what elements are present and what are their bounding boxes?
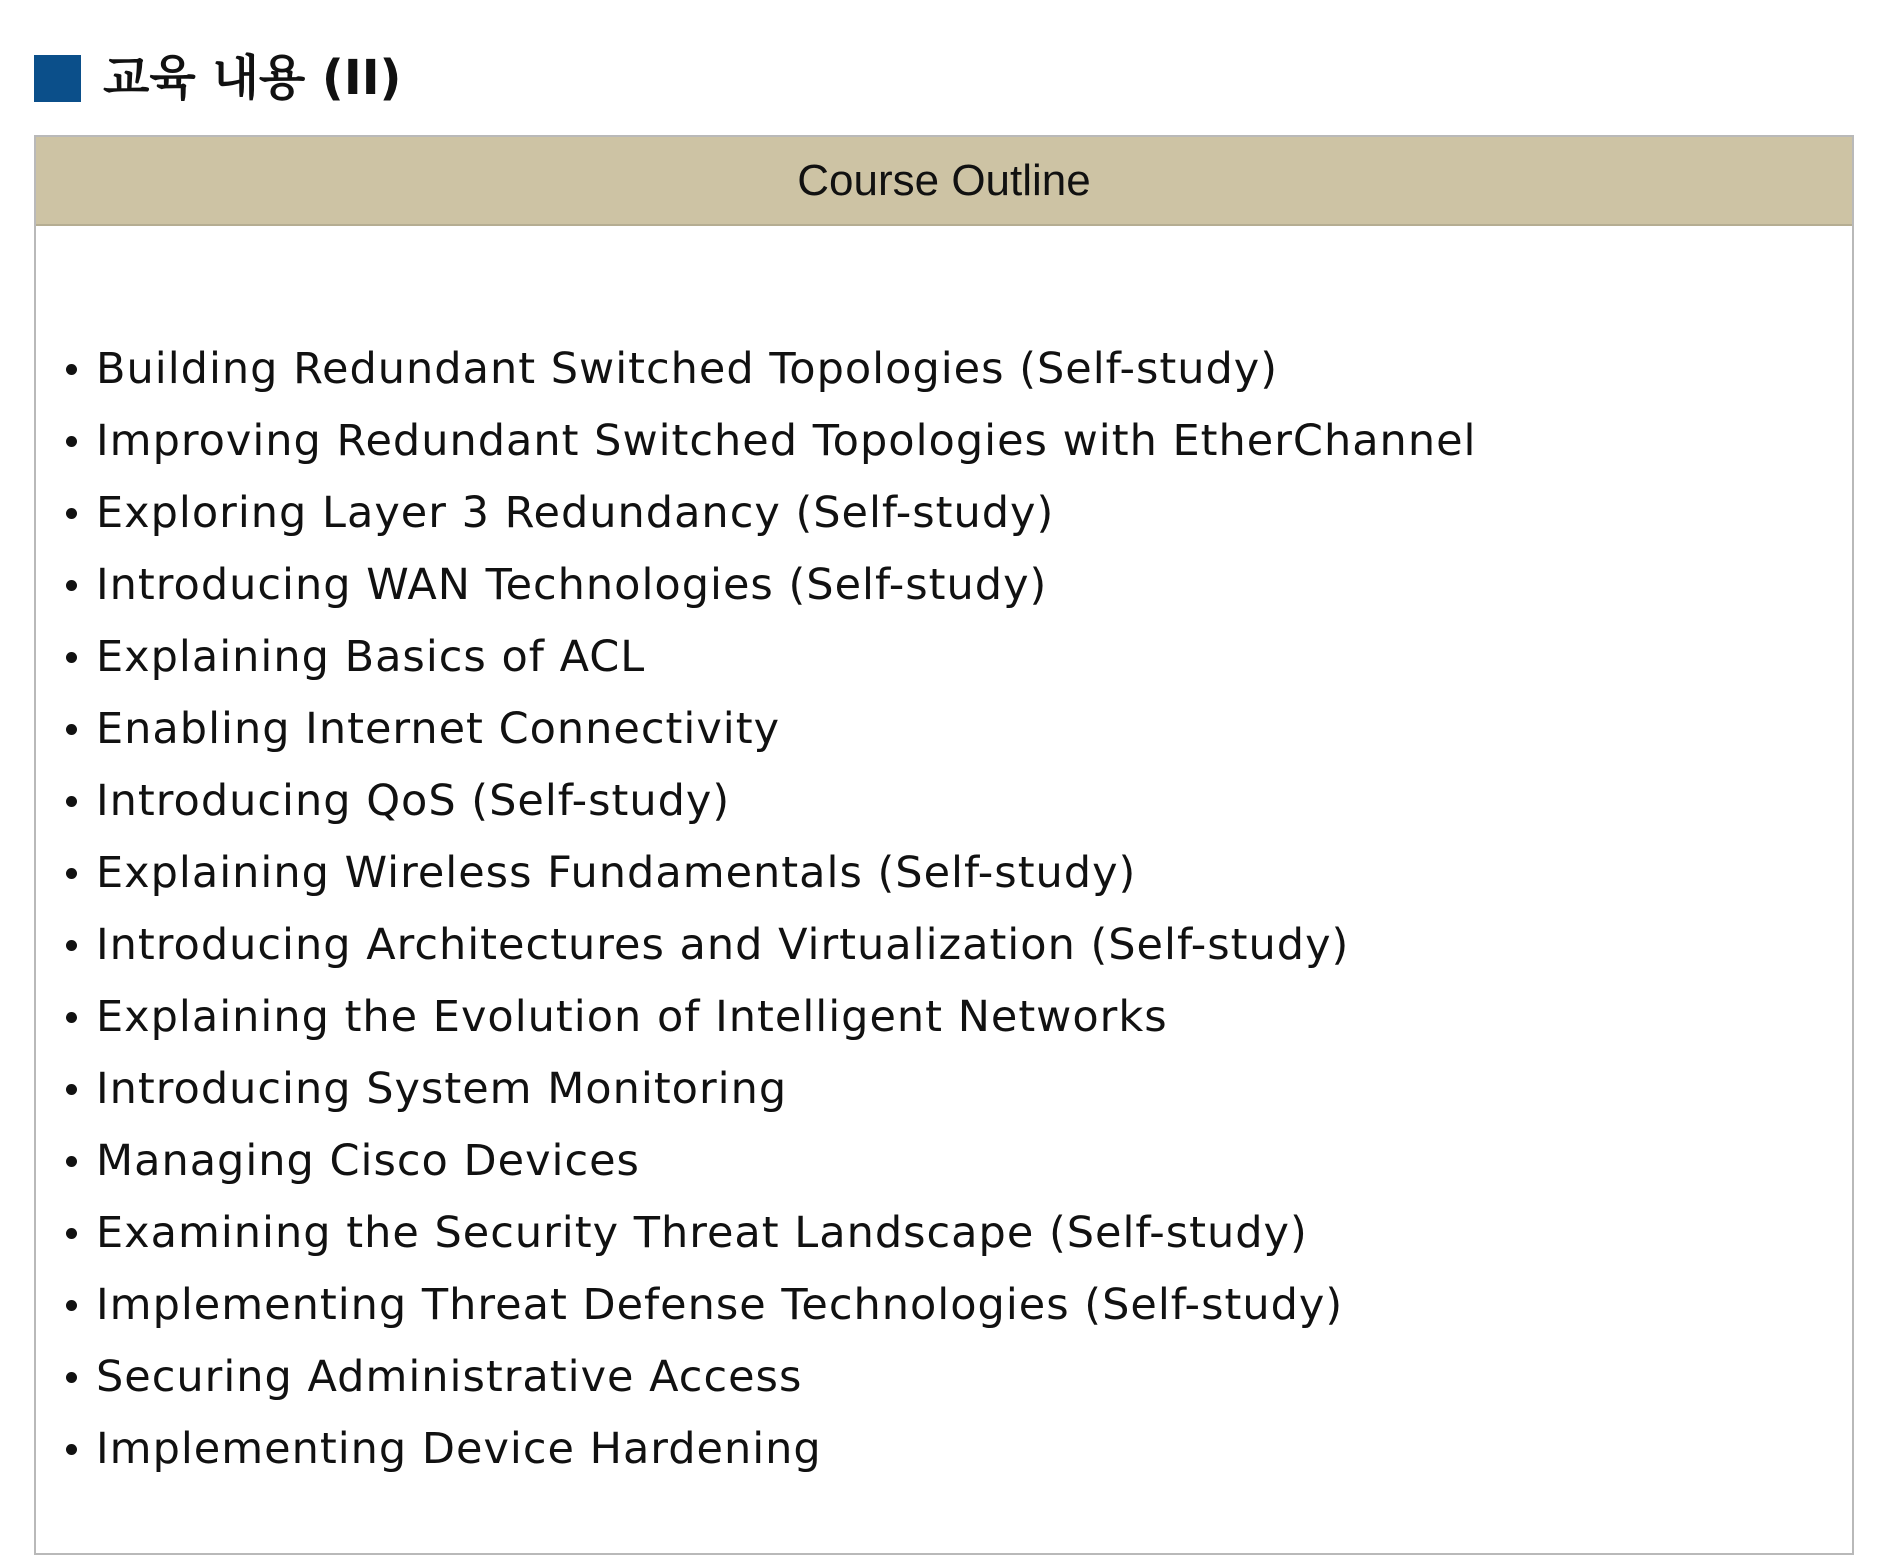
list-item bbox=[66, 1341, 1832, 1413]
list-item-label: Implementing Threat Defense Technologies (Self-study) bbox=[96, 1280, 1344, 1330]
list-item-label: Explaining the Evolution of Intelligent Networks bbox=[96, 992, 1168, 1042]
list-item-label: Explaining Wireless Fundamentals (Self-study) bbox=[96, 848, 1137, 898]
list-item-label: Building Redundant Switched Topologies (Self-study) bbox=[96, 344, 1279, 394]
bullet-icon bbox=[66, 940, 77, 951]
list-item bbox=[66, 333, 1832, 405]
list-item-label: Implementing Device Hardening bbox=[96, 1424, 822, 1474]
list-item bbox=[66, 1197, 1832, 1269]
bullet-icon bbox=[66, 1012, 77, 1023]
course-outline-list bbox=[66, 333, 1832, 1485]
bullet-icon bbox=[66, 508, 77, 519]
course-outline-header bbox=[36, 137, 1852, 226]
list-item bbox=[66, 693, 1832, 765]
list-item-label: Introducing QoS (Self-study) bbox=[96, 776, 731, 826]
list-item-label: Managing Cisco Devices bbox=[96, 1136, 640, 1186]
bullet-icon bbox=[66, 1228, 77, 1239]
bullet-icon bbox=[66, 1300, 77, 1311]
bullet-icon bbox=[66, 364, 77, 375]
list-item bbox=[66, 1053, 1832, 1125]
list-item bbox=[66, 765, 1832, 837]
list-item bbox=[66, 1269, 1832, 1341]
list-item bbox=[66, 621, 1832, 693]
list-item bbox=[66, 981, 1832, 1053]
list-item bbox=[66, 1413, 1832, 1485]
bullet-icon bbox=[66, 1444, 77, 1455]
list-item-label: Introducing Architectures and Virtualization (Self-study) bbox=[96, 920, 1350, 970]
list-item-label: Examining the Security Threat Landscape (Self-study) bbox=[96, 1208, 1308, 1258]
bullet-icon bbox=[66, 436, 77, 447]
bullet-icon bbox=[66, 868, 77, 879]
bullet-icon bbox=[66, 580, 77, 591]
list-item-label: Improving Redundant Switched Topologies with EtherChannel bbox=[96, 416, 1477, 466]
heading-square-marker bbox=[34, 55, 81, 102]
list-item bbox=[66, 1125, 1832, 1197]
page-title: 교육 내용 (II) bbox=[103, 50, 402, 106]
list-item-label: Introducing WAN Technologies (Self-study) bbox=[96, 560, 1048, 610]
bullet-icon bbox=[66, 652, 77, 663]
list-item-label: Explaining Basics of ACL bbox=[96, 632, 646, 682]
bullet-icon bbox=[66, 1156, 77, 1167]
bullet-icon bbox=[66, 1372, 77, 1383]
list-item bbox=[66, 837, 1832, 909]
list-item bbox=[66, 405, 1832, 477]
list-item bbox=[66, 909, 1832, 981]
list-item-label: Introducing System Monitoring bbox=[96, 1064, 788, 1114]
bullet-icon bbox=[66, 796, 77, 807]
list-item bbox=[66, 477, 1832, 549]
course-outline-title: Course Outline bbox=[797, 155, 1091, 205]
course-outline-panel bbox=[34, 135, 1854, 1555]
page-heading bbox=[34, 50, 402, 106]
list-item-label: Exploring Layer 3 Redundancy (Self-study) bbox=[96, 488, 1055, 538]
bullet-icon bbox=[66, 724, 77, 735]
list-item bbox=[66, 549, 1832, 621]
list-item-label: Enabling Internet Connectivity bbox=[96, 704, 781, 754]
bullet-icon bbox=[66, 1084, 77, 1095]
list-item-label: Securing Administrative Access bbox=[96, 1352, 803, 1402]
